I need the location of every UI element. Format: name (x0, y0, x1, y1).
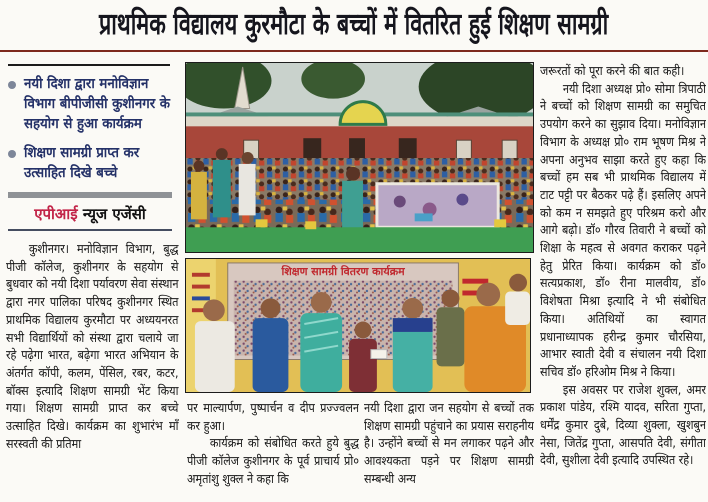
bullet-dot-icon (8, 81, 16, 89)
agency-name: न्यूज एजेंसी (82, 205, 146, 223)
adult-yellow-saree (191, 172, 207, 219)
article-body-middle: कार्यक्रम को संबोधित करते हुये बुद्ध पीजी कॉलेज कुशीनगर के पूर्व प्राचार्य प्रो० अमृतांशु शुक्ल ने कहा कि (187, 435, 359, 486)
banner-right-text (462, 279, 488, 284)
person-head (261, 298, 281, 318)
adult-head (193, 160, 204, 171)
adult-teal-saree (213, 160, 231, 217)
distribution-event-illustration (186, 259, 530, 392)
child-maroon-sweater (349, 339, 377, 392)
article-body-right: नयी दिशा अध्यक्ष प्रो० सोमा त्रिपाठी ने बच्चों को शिक्षण सामग्री का समुचित उपयोग करने का सुझाव दिया। मनोविज्ञान विभाग के अध्यक्ष प्रो० राम भूषण मिश्र ने अपना अनुभव साझा करते हुए कहा कि बच्चों हम सब भी प्राथमिक विद्यालय में टाट पट्टी पर बैठकर पढ़े हैं। इसलिए अपने को कम न समझते हुए परिश्रम करो और आगे बढ़ो। डॉ० गौरव तिवारी ने बच्चों को शिक्षा के महत्व से अवगत कराकर पढ़ने हेतु प्रेरित किया। कार्यक्रम को डॉ० सत्यप्रकाश, डॉ० रीना मालवीय, डॉ० विशेषता मिश्रा इत्यादि ने भी संबोधित किया। अतिथियों का स्वागत प्रधानाध्यापक हरीन्द्र कुमार चौरसिया, आभार स्वाती देवी व संचालन नयी दिशा सचिव डॉ० हरिओम मिश्र ने किया। (540, 80, 706, 379)
yellow-book (256, 219, 268, 227)
woman-blue-saree (253, 318, 289, 392)
bullet-text: नयी दिशा द्वारा मनोविज्ञान विभाग बीपीजीसी कुशीनगर के सहयोग से हुआ कार्यक्रम (24, 76, 171, 132)
adult-head (346, 167, 360, 181)
school-group-illustration (186, 63, 533, 252)
headline (0, 2, 708, 48)
person-head (311, 292, 332, 313)
handed-material (371, 350, 387, 359)
banner-side-text (192, 296, 210, 300)
news-agency-byline (6, 203, 174, 225)
bullet-dot-icon (8, 150, 16, 158)
headline-underline-rule (0, 50, 708, 52)
byline-underline-rule (8, 229, 172, 231)
person-head (402, 298, 423, 319)
bullet-item (6, 74, 180, 134)
right-column (540, 62, 706, 500)
person-head (203, 299, 225, 321)
banner-motif (415, 213, 433, 221)
article-body-fourth: नयी दिशा द्वारा जन सहयोग से बच्चों तक शिक्षण सामग्री पहुंचाने का प्रयास सराहनीय है। उन्होंने बच्चों से मन लगाकर पढ़ने और आवश्यकता पड़ने पर शिक्षण सामग्री सम्बन्धी अन्य (364, 400, 534, 486)
man-olive-shirt (437, 307, 465, 366)
bullet-text: शिक्षण सामग्री प्राप्त कर उत्साहित दिखे बच्चे (24, 145, 140, 181)
article-body-left: कुशीनगर। मनोविज्ञान विभाग, बुद्ध पीजी कॉलेज, कुशीनगर के सहयोग से बुधवार को नयी दिशा पर्यावरण सेवा संस्थान द्वारा नगर पालिका परिषद कुशीनगर स्थित प्राथमिक विद्यालय कुरमौटा पर अध्ययनरत सभी विद्यार्थियों को संस्था द्वारा चलाये जा रहे पढ़ेगा भारत, बढ़ेगा भारत अभियान के अंतर्गत कॉपी, कलम, पेंसिल, रबर, कटर, बॉक्स इत्यादि शिक्षण सामग्री भेंट किया गया। शिक्षण सामग्री प्राप्त कर बच्चे उत्साहित दिखे। कार्यक्रम का शुभारंभ माँ सरस्वती की प्रतिमा (6, 241, 179, 451)
top-rule (8, 64, 170, 66)
child-head (355, 322, 372, 339)
gray-separator-bar (8, 192, 172, 198)
blue-blouse (393, 318, 433, 332)
bullet-item (6, 143, 180, 183)
person-head (509, 274, 527, 292)
person-head (476, 283, 500, 307)
highlight-bullets (6, 74, 180, 183)
held-banner (377, 184, 498, 228)
man-white-shirt (195, 321, 235, 392)
banner-motif (456, 194, 468, 206)
left-column (6, 60, 180, 452)
banner-side-text (192, 273, 210, 277)
photo-distribution-event (185, 258, 531, 393)
woman-teal-striped-saree (300, 313, 342, 392)
fourth-bottom-column (364, 399, 534, 501)
middle-bottom-column (187, 399, 359, 501)
adult-white-shirt (239, 164, 256, 215)
yellow-book (305, 221, 316, 229)
article-body-right: जरूरतों को पूरा करने की बात कही। (540, 63, 685, 78)
banner-side-text (192, 285, 210, 289)
agency-prefix: एपीआई (34, 205, 78, 223)
adult-head (216, 148, 228, 160)
adult-head (242, 152, 254, 164)
article-body-right: इस अवसर पर राजेश शुक्ल, अमर प्रकाश पांडेय, रश्मि यादव, सरिता गुप्ता, धर्मेंद्र कुमार दुबे, दिव्या शुक्ला, खुशबुन नेसा, जितेंद्र गुप्ता, आसपति देवी, संगीता देवी, सुशीला देवी इत्यादि उपस्थित रहे। (540, 381, 706, 468)
man-white-top (505, 292, 530, 325)
article-body-middle: पर माल्यार्पण, पुष्पार्चन व दीप प्रज्ज्वलन कर हुआ। (187, 400, 359, 433)
headline-text: प्राथमिक विद्यालय कुरमौटा के बच्चों में वितरित हुई शिक्षण सामग्री (99, 7, 609, 42)
poster-title-text: शिक्षण सामग्री वितरण कार्यक्रम (281, 264, 405, 278)
adult-center-saree (342, 181, 363, 232)
banner-motif (394, 196, 406, 208)
green-ground (186, 227, 533, 252)
person-head (442, 290, 460, 308)
photo-school-group (185, 62, 534, 253)
yellow-book (494, 219, 506, 227)
